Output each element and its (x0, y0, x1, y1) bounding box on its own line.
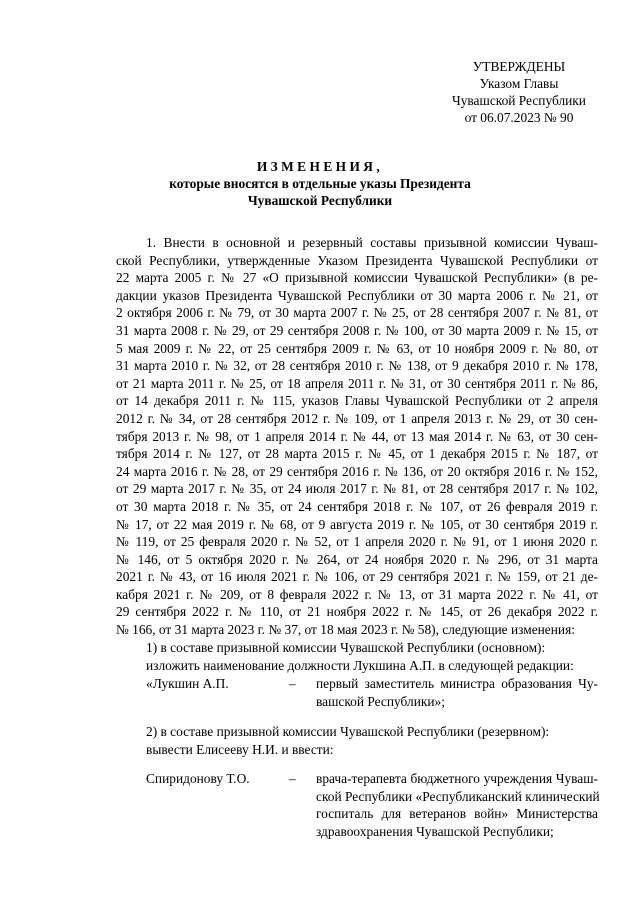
entry-2-description (316, 770, 598, 840)
approval-line-2: Указом Главы (479, 76, 559, 91)
paragraph-1 (116, 234, 598, 639)
approval-line-1: УТВЕРЖДЕНЫ (472, 59, 566, 74)
entry-1-desc-line: первый заместитель министра образования Чу- (316, 676, 598, 691)
paragraph-line: 31 марта 2008 г. № 29, от 29 сентября 2008 г. № 100, от 30 марта 2009 г. № 15, от (116, 322, 598, 338)
entry-2-name: Спиридонову Т.О. (146, 771, 250, 786)
entry-2-desc-line: ской Республики «Республиканский клинический (316, 788, 600, 804)
document-title (0, 158, 640, 209)
paragraph-line: 5 мая 2009 г. № 22, от 25 сентября 2009 г. № 63, от 10 ноября 2009 г. № 80, от (116, 340, 598, 356)
paragraph-line: дакции указов Президента Чувашской Республики от 30 марта 2006 г. № 21, от (116, 287, 598, 303)
paragraph-line: № 17, от 22 мая 2019 г. № 68, от 9 августа 2019 г. № 105, от 30 сентября 2019 г. (116, 516, 598, 532)
paragraph-line: тября 2014 г. № 127, от 28 марта 2015 г. № 45, от 1 декабря 2015 г. № 187, от (116, 446, 598, 462)
paragraph-line: 24 марта 2016 г. № 28, от 29 сентября 2016 г. № 136, от 20 октября 2016 г. № 152, (116, 463, 598, 479)
paragraph-line: 2012 г. № 34, от 28 сентября 2012 г. № 109, от 1 апреля 2013 г. № 29, от 30 сен- (116, 410, 598, 426)
paragraph-line: от 29 марта 2017 г. № 35, от 24 июля 2017 г. № 81, от 28 сентября 2017 г. № 102, (116, 481, 598, 497)
paragraph-line: 2021 г. № 43, от 16 июля 2021 г. № 106, от 29 сентября 2021 г. № 159, от 21 де- (116, 569, 598, 585)
paragraph-line: 22 марта 2005 г. № 27 «О призывной комиссии Чувашской Республики» (в ре- (116, 270, 598, 286)
title-subtitle-2: Чувашской Республики (247, 193, 393, 208)
paragraph-line: 31 марта 2010 г. № 32, от 28 сентября 2010 г. № 138, от 9 декабря 2010 г. № 178, (116, 358, 598, 374)
paragraph-line: № 119, от 25 февраля 2020 г. № 52, от 1 апреля 2020 г. № 91, от 1 июня 2020 г. (116, 534, 598, 550)
paragraph-line: тября 2013 г. № 98, от 1 апреля 2014 г. № 44, от 13 мая 2014 г. № 63, от 30 сен- (116, 428, 598, 444)
item-2-line-2: вывести Елисееву Н.И. и ввести: (146, 742, 334, 757)
entry-2-desc-line: госпиталь для ветеранов войн» Министерства (316, 806, 598, 822)
paragraph-line: от 14 декабря 2011 г. № 115, указов Главы Чувашской Республики от 2 апреля (116, 393, 598, 409)
paragraph-line: кабря 2021 г. № 209, от 8 февраля 2022 г. № 13, от 31 марта 2022 г. № 41, от (116, 586, 598, 602)
paragraph-line: ской Республики, утвержденные Указом Президента Чувашской Республики от (116, 252, 598, 268)
item-1-line-1: 1) в составе призывной комиссии Чувашской Республики (основном): (146, 640, 546, 655)
paragraph-line: от 21 марта 2011 г. № 25, от 18 апреля 2011 г. № 31, от 30 сентября 2011 г. № 86, (116, 375, 598, 391)
title-main: ИЗМЕНЕНИЯ, (256, 159, 384, 174)
entry-1-desc-line: вашской Республики»; (316, 693, 445, 709)
item-2-line-1: 2) в составе призывной комиссии Чувашской Республики (резервном): (146, 724, 550, 739)
entry-1-dash: – (289, 676, 296, 691)
entry-2-dash: – (289, 771, 296, 786)
paragraph-line: № 146, от 5 октября 2020 г. № 264, от 24 ноября 2020 г. № 296, от 31 марта (116, 551, 598, 567)
title-subtitle-1: которые вносятся в отдельные указы Президента (169, 176, 471, 191)
paragraph-line: от 30 марта 2018 г. № 35, от 24 сентября 2018 г. № 107, от 26 февраля 2019 г. (116, 498, 598, 514)
paragraph-line: № 166, от 31 марта 2023 г. № 37, от 18 мая 2023 г. № 58), следующие изменения: (116, 622, 575, 638)
entry-2-desc-line: врача-терапевта бюджетного учреждения Чуваш- (316, 771, 598, 786)
paragraph-line: 29 сентября 2022 г. № 110, от 21 ноября 2022 г. № 145, от 26 декабря 2022 г. (116, 604, 598, 620)
approval-stamp (434, 58, 604, 126)
entry-1-description (316, 675, 598, 710)
entry-1-name: «Лукшин А.П. (146, 676, 229, 691)
approval-line-4: от 06.07.2023 № 90 (464, 110, 574, 125)
approval-line-3: Чувашской Республики (452, 93, 586, 108)
item-1-line-2: изложить наименование должности Лукшина А.П. в следующей редакции: (146, 658, 574, 673)
entry-2-desc-line: здравоохранения Чувашской Республики; (316, 823, 554, 839)
paragraph-line: 2 октября 2006 г. № 79, от 30 марта 2007 г. № 25, от 28 сентября 2007 г. № 81, от (116, 305, 598, 321)
paragraph-line: 1. Внести в основной и резервный составы призывной комиссии Чуваш- (146, 235, 598, 250)
